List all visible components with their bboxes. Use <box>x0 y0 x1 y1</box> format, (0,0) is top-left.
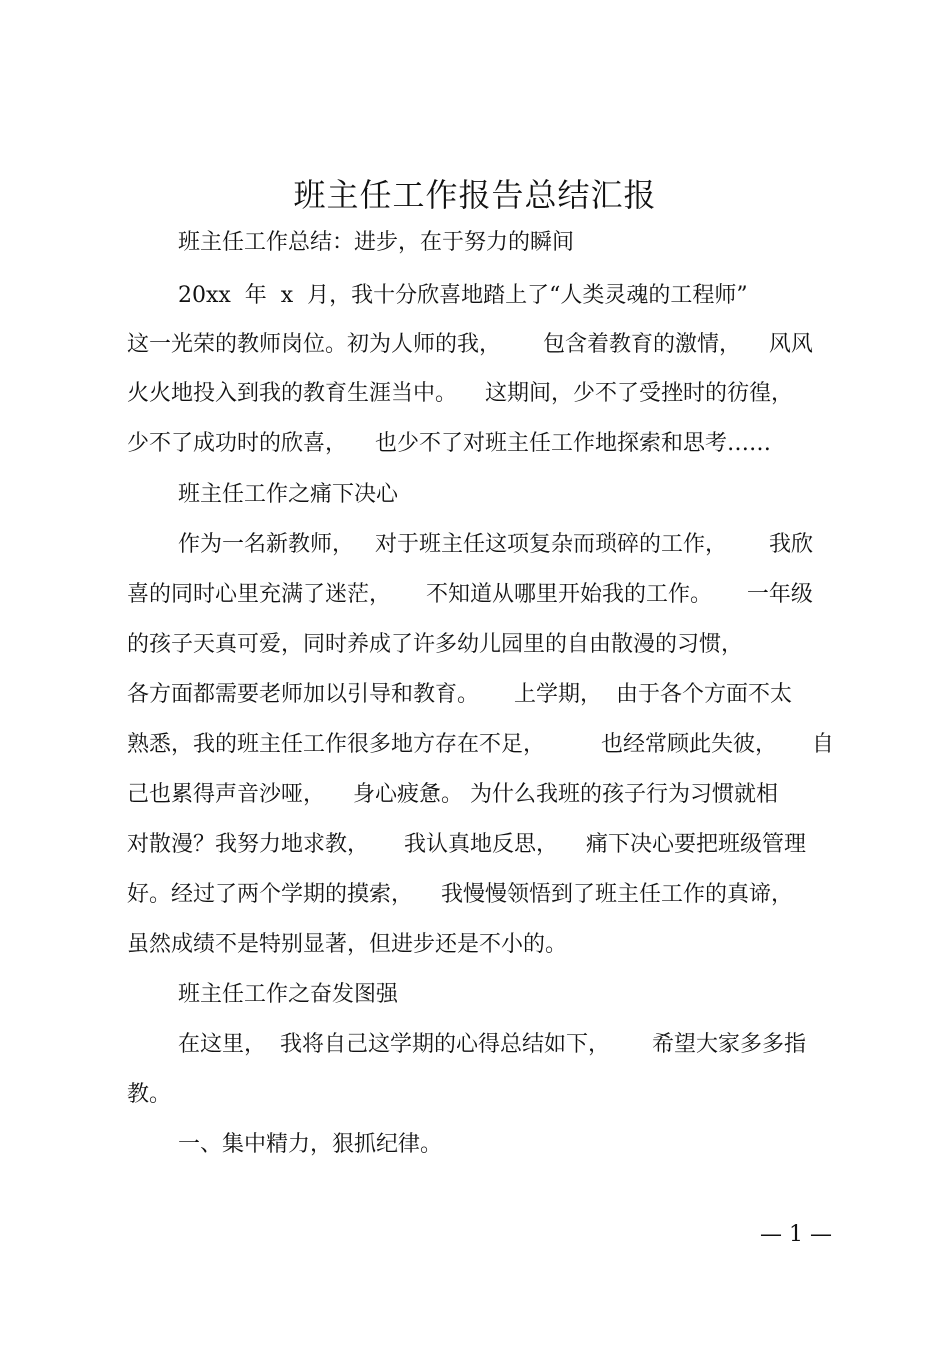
paragraph-line: 熟悉，我的班主任工作很多地方存在不足， 也经常顾此失彼， 自 <box>127 732 834 757</box>
paragraph-line: 好。经过了两个学期的摸索， 我慢慢领悟到了班主任工作的真谛， <box>127 882 793 907</box>
paragraph-line: 教。 <box>127 1082 172 1107</box>
paragraph-line: 在这里， 我将自己这学期的心得总结如下， 希望大家多多指 <box>178 1032 806 1057</box>
section-heading: 班主任工作之奋发图强 <box>178 982 399 1007</box>
page-number: — 1 — <box>760 1222 832 1247</box>
paragraph-line: 对散漫？我努力地求教， 我认真地反思， 痛下决心要把班级管理 <box>127 832 806 857</box>
subtitle-line: 班主任工作总结：进步，在于努力的瞬间 <box>178 230 575 255</box>
paragraph-line: 少不了成功时的欣喜， 也少不了对班主任工作地探索和思考…… <box>127 431 771 456</box>
paragraph-line: 己也累得声音沙哑， 身心疲惫。 为什么我班的孩子行为习惯就相 <box>127 782 778 807</box>
paragraph-line: 20xx 年 x 月，我十分欣喜地踏上了“人类灵魂的工程师” <box>178 283 748 308</box>
list-item-heading: 一、集中精力，狠抓纪律。 <box>178 1132 443 1157</box>
document-title: 班主任工作报告总结汇报 <box>293 176 657 214</box>
paragraph-line: 火火地投入到我的教育生涯当中。 这期间，少不了受挫时的彷徨， <box>127 381 793 406</box>
paragraph-line: 各方面都需要老师加以引导和教育。 上学期， 由于各个方面不太 <box>127 682 792 707</box>
paragraph-line: 喜的同时心里充满了迷茫， 不知道从哪里开始我的工作。 一年级 <box>127 582 813 607</box>
section-heading: 班主任工作之痛下决心 <box>178 482 399 507</box>
paragraph-line: 的孩子天真可爱，同时养成了许多幼儿园里的自由散漫的习惯， <box>127 632 744 657</box>
paragraph-line: 这一光荣的教师岗位。初为人师的我， 包含着教育的激情， 风风 <box>127 332 813 357</box>
paragraph-line: 虽然成绩不是特别显著，但进步还是不小的。 <box>127 932 568 957</box>
paragraph-line: 作为一名新教师， 对于班主任这项复杂而琐碎的工作， 我欣 <box>178 532 813 557</box>
